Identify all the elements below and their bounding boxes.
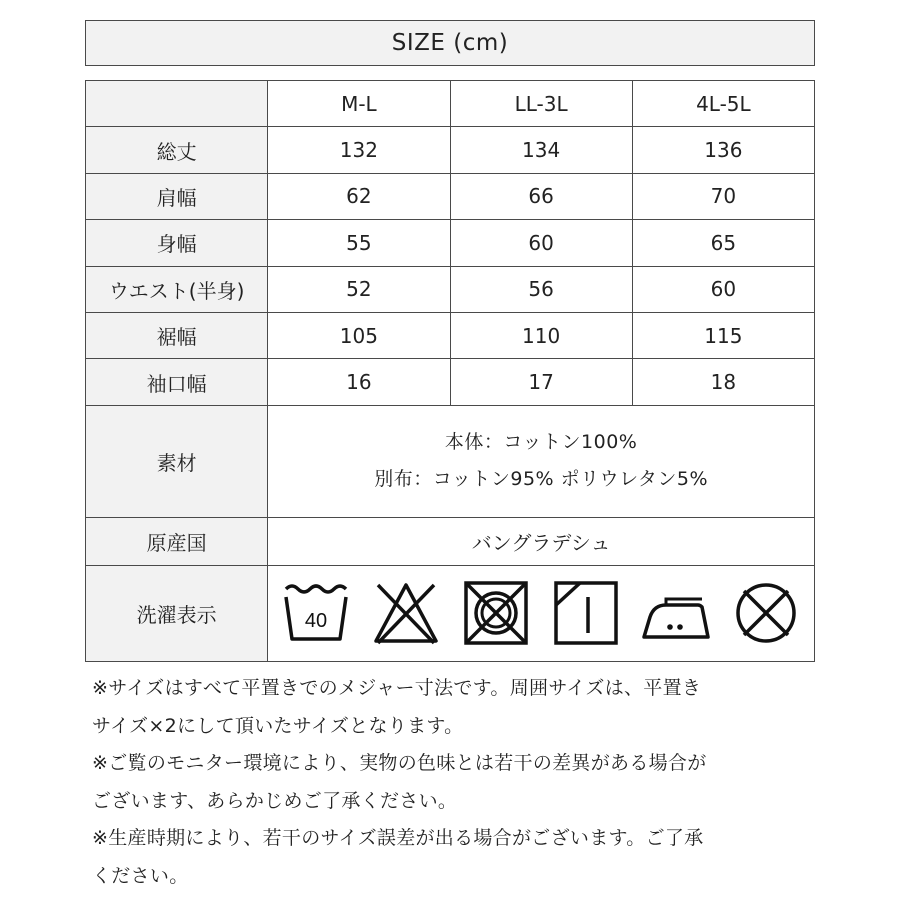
drip-dry-icon [550,577,622,649]
table-cell: 136 [632,127,814,173]
column-header: 4L-5L [632,81,814,127]
table-cell: 60 [450,220,632,266]
wash-temp-label: 40 [305,610,328,633]
column-header: M-L [268,81,450,127]
table-cell: 17 [450,359,632,405]
row-label: 原産国 [86,517,268,565]
material-line: 別布：コットン95% ポリウレタン5% [374,468,709,491]
note-line: ください。 [92,864,189,887]
table-cell: 56 [450,266,632,312]
origin-cell: バングラデシュ [268,517,815,565]
table-cell: 134 [450,127,632,173]
laundry-cell [268,565,815,661]
table-row [86,220,815,266]
note-line: サイズ×2にして頂いたサイズとなります。 [92,714,464,737]
table-cell: 105 [268,312,450,358]
size-table [85,80,815,662]
row-label: 袖口幅 [86,359,268,405]
table-cell: 65 [632,220,814,266]
no-dry-clean-icon [730,577,802,649]
table-cell: 18 [632,359,814,405]
table-cell: 132 [268,127,450,173]
row-label: 素材 [86,405,268,517]
header-corner-cell [86,81,268,127]
origin-row [86,517,815,565]
table-row [86,359,815,405]
material-row [86,405,815,517]
table-cell: 70 [632,173,814,219]
row-label: 洗濯表示 [86,565,268,661]
table-cell: 55 [268,220,450,266]
row-label: 裾幅 [86,312,268,358]
material-cell [268,405,815,517]
laundry-row [86,565,815,661]
table-row [86,312,815,358]
note-line: ※生産時期により、若干のサイズ誤差が出る場合がございます。ご了承 [92,827,704,849]
note-line: ※サイズはすべて平置きでのメジャー寸法です。周囲サイズは、平置き [92,677,702,699]
table-cell: 62 [268,173,450,219]
table-row [86,127,815,173]
table-cell: 115 [632,312,814,358]
table-row [86,266,815,312]
table-cell: 66 [450,173,632,219]
table-cell: 52 [268,266,450,312]
no-bleach-icon [370,577,442,649]
column-header: LL-3L [450,81,632,127]
wash-40-icon [280,577,352,649]
row-label: 身幅 [86,220,268,266]
row-label: 肩幅 [86,173,268,219]
table-cell: 110 [450,312,632,358]
table-row [86,173,815,219]
table-cell: 16 [268,359,450,405]
iron-medium-icon [640,577,712,649]
laundry-icons [268,566,814,661]
row-label: 総丈 [86,127,268,173]
notes [92,670,822,895]
note-line: ございます、あらかじめご了承ください。 [92,789,458,812]
row-label: ウエスト(半身) [86,266,268,312]
material-line: 本体：コットン100% [444,431,638,454]
no-tumble-dry-icon [460,577,532,649]
table-cell: 60 [632,266,814,312]
size-title: SIZE (cm) [85,20,815,66]
note-line: ※ご覧のモニター環境により、実物の色味とは若干の差異がある場合が [92,752,707,774]
header-row [86,81,815,127]
